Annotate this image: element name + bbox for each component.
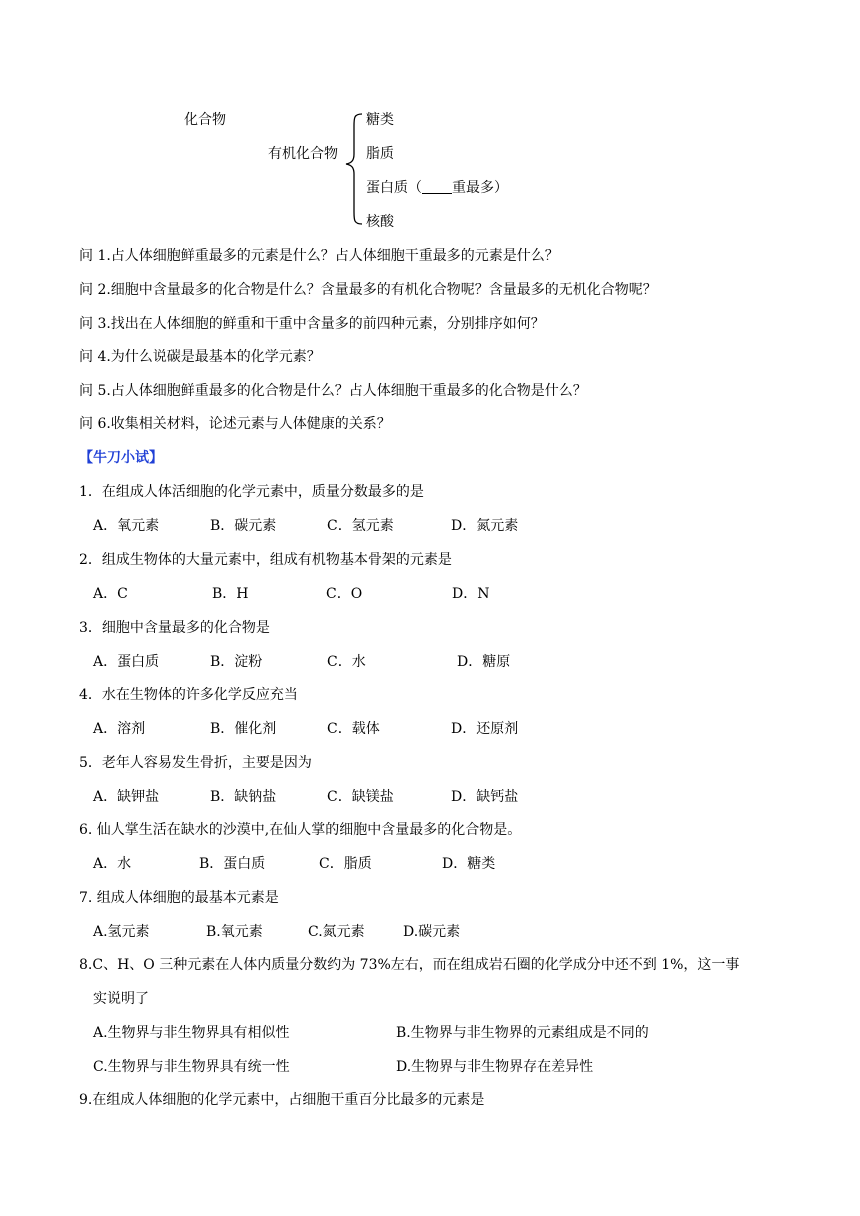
question-1: 问 1.占人体细胞鲜重最多的元素是什么？占人体细胞干重最多的元素是什么？ (79, 248, 559, 264)
quiz-7-option-b: B.氧元素 (206, 924, 263, 940)
quiz-1-question: 1．在组成人体活细胞的化学元素中，质量分数最多的是 (79, 484, 424, 500)
quiz-6-option-c: C．脂质 (319, 856, 372, 872)
question-2: 问 2.细胞中含量最多的化合物是什么？含量最多的有机化合物呢？含量最多的无机化合物呢？ (79, 282, 657, 298)
question-5: 问 5.占人体细胞鲜重最多的化合物是什么？占人体细胞干重最多的化合物是什么？ (79, 383, 587, 399)
quiz-8-option-b: B.生物界与非生物界的元素组成是不同的 (396, 1025, 649, 1041)
quiz-8-question-line2: 实说明了 (93, 991, 149, 1007)
quiz-5-option-c: C．缺镁盐 (327, 789, 394, 805)
quiz-9-question: 9.在组成人体细胞的化学元素中，占细胞干重百分比最多的元素是 (79, 1092, 485, 1108)
quiz-7-option-d: D.碳元素 (403, 924, 461, 940)
diagram-item-lipid: 脂质 (366, 146, 394, 162)
question-6: 问 6.收集相关材料，论述元素与人体健康的关系？ (79, 416, 391, 432)
quiz-4-option-a: A．溶剂 (93, 721, 146, 737)
fill-blank (422, 179, 452, 194)
quiz-2-question: 2．组成生物体的大量元素中，组成有机物基本骨架的元素是 (79, 552, 452, 568)
section-title: 【牛刀小试】 (79, 450, 163, 466)
question-3: 问 3.找出在人体细胞的鲜重和干重中含量多的前四种元素，分别排序如何？ (79, 316, 545, 332)
quiz-8-option-d: D.生物界与非生物界存在差异性 (396, 1059, 594, 1075)
quiz-2-option-d: D．N (452, 586, 490, 602)
quiz-7-question: 7. 组成人体细胞的最基本元素是 (79, 890, 279, 906)
diagram-organic: 有机化合物 (268, 146, 338, 162)
quiz-1-option-d: D．氮元素 (451, 518, 519, 534)
quiz-2-option-a: A．C (93, 586, 128, 602)
question-4: 问 4.为什么说碳是最基本的化学元素？ (79, 349, 321, 365)
diagram-root: 化合物 (184, 112, 226, 128)
quiz-1-option-a: A．氧元素 (93, 518, 160, 534)
quiz-3-option-d: D．糖原 (457, 654, 511, 670)
quiz-4-option-d: D．还原剂 (451, 721, 519, 737)
quiz-3-option-a: A．蛋白质 (93, 654, 160, 670)
quiz-6-option-a: A．水 (93, 856, 132, 872)
quiz-4-option-c: C．载体 (327, 721, 380, 737)
quiz-1-option-b: B．碳元素 (210, 518, 277, 534)
quiz-3-option-b: B．淀粉 (210, 654, 263, 670)
quiz-2-option-b: B．H (212, 586, 249, 602)
quiz-5-option-a: A．缺钾盐 (93, 789, 160, 805)
protein-suffix: 重最多） (452, 180, 508, 196)
quiz-7-option-c: C.氮元素 (308, 924, 365, 940)
quiz-4-option-b: B．催化剂 (210, 721, 277, 737)
protein-label: 蛋白质（ (366, 180, 422, 196)
quiz-4-question: 4．水在生物体的许多化学反应充当 (79, 687, 298, 703)
quiz-8-option-c: C.生物界与非生物界具有统一性 (93, 1059, 290, 1075)
quiz-5-option-b: B．缺钠盐 (210, 789, 277, 805)
quiz-7-option-a: A.氢元素 (93, 924, 150, 940)
quiz-6-option-d: D．糖类 (442, 856, 496, 872)
diagram-item-nucleic: 核酸 (366, 214, 394, 230)
diagram-item-protein (366, 178, 508, 198)
quiz-6-option-b: B．蛋白质 (199, 856, 266, 872)
quiz-3-question: 3．细胞中含量最多的化合物是 (79, 620, 270, 636)
quiz-5-option-d: D．缺钙盐 (451, 789, 519, 805)
quiz-3-option-c: C．水 (327, 654, 366, 670)
diagram-item-sugar: 糖类 (366, 112, 394, 128)
quiz-8-option-a: A.生物界与非生物界具有相似性 (93, 1025, 290, 1041)
quiz-6-question: 6. 仙人掌生活在缺水的沙漠中,在仙人掌的细胞中含量最多的化合物是。 (79, 822, 522, 838)
quiz-1-option-c: C．氢元素 (327, 518, 394, 534)
quiz-2-option-c: C．O (326, 586, 363, 602)
curly-brace-icon (344, 112, 366, 228)
quiz-5-question: 5．老年人容易发生骨折，主要是因为 (79, 755, 312, 771)
quiz-8-question-line1: 8.C、H、O 三种元素在人体内质量分数约为 73%左右，而在组成岩石圈的化学成分中还不到 1%，这一事 (79, 957, 740, 973)
